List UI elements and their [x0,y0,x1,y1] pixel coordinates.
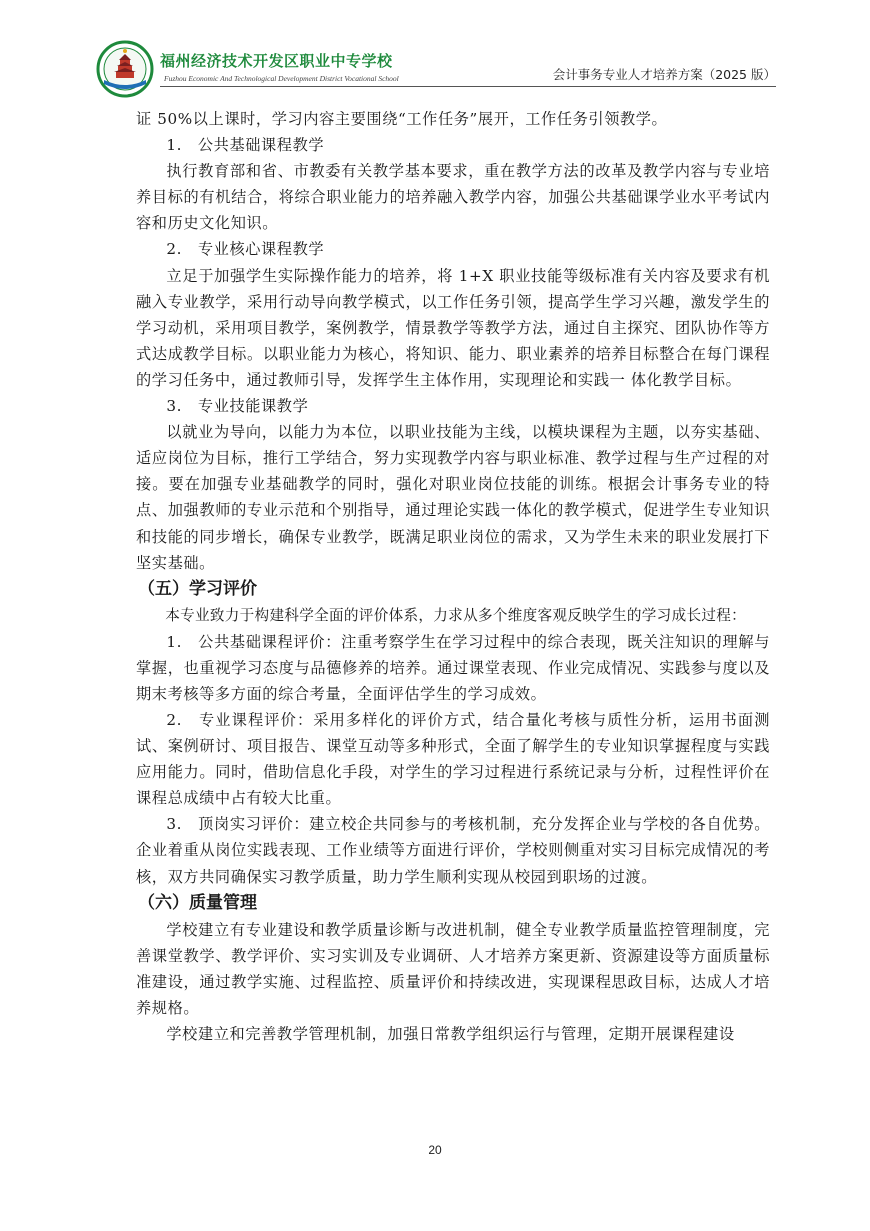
list-item: 1. 公共基础课程评价：注重考察学生在学习过程中的综合表现，既关注知识的理解与掌握，也重视学习态度与品德修养的培养。通过课堂表现、作业完成情况、实践参与度以及期末考核等多方面的综合考量，全面评估学生的学习成效。 [136,632,770,703]
page-header [96,40,776,98]
section-heading: （六）质量管理 [138,892,257,913]
paragraph: 立足于加强学生实际操作能力的培养，将 1+X 职业技能等级标准有关内容及要求有机融入专业教学，采用行动导向教学模式，以工作任务引领，提高学生学习兴趣，激发学生的学习动机，采用项目教学，案例教学，情景教学等教学方法，通过自主探究、团队协作等方式达成教学目标。以职业能力为核心，将知识、能力、职业素养的培养目标整合在每门课程的学习任务中，通过教师引导，发挥学生主体作用，实现理论和实践一 体化教学目标。 [136,266,770,389]
subsection-heading: 3. 专业技能课教学 [166,397,309,416]
page-number: 20 [428,1143,442,1157]
paragraph: 证 50%以上课时，学习内容主要围绕“工作任务”展开，工作任务引领教学。 [136,110,668,128]
section-heading: （五）学习评价 [138,578,257,599]
paragraph: 学校建立和完善教学管理机制，加强日常教学组织运行与管理，定期开展课程建设 [166,1025,735,1043]
paragraph: 本专业致力于构建科学全面的评价体系，力求从多个维度客观反映学生的学习成长过程： [165,606,747,624]
paragraph: 以就业为导向，以能力为本位，以职业技能为主线，以模块课程为主题，以夯实基础、适应岗位为目标，推行工学结合，努力实现教学内容与职业标准、教学过程与生产过程的对接。要在加强专业基础教学的同时，强化对职业岗位技能的训练。根据会计事务专业的特点、加强教师的专业示范和个别指导，通过理论实践一体化的教学模式，促进学生专业知识和技能的同步增长，确保专业教学，既满足职业岗位的需求，又为学生未来的职业发展打下坚实基础。 [136,423,770,572]
school-emblem-icon [96,40,154,98]
school-name: 福州经济技术开发区职业中专学校 [160,52,393,70]
subsection-heading: 2. 专业核心课程教学 [166,240,325,259]
page-body [136,106,770,1047]
list-item: 2. 专业课程评价：采用多样化的评价方式，结合量化考核与质性分析，运用书面测试、案例研讨、项目报告、课堂互动等多种形式，全面了解学生的专业知识掌握程度与实践应用能力。同时，借助信息化手段，对学生的学习过程进行系统记录与分析，过程性评价在课程总成绩中占有较大比重。 [136,710,770,808]
paragraph: 学校建立有专业建设和教学质量诊断与改进机制，健全专业教学质量监控管理制度，完善课堂教学、教学评价、实习实训及专业调研、人才培养方案更新、资源建设等方面质量标准建设，通过教学实施、过程监控、质量评价和持续改进，实现课程思政目标，达成人才培养规格。 [136,920,770,1017]
document-title: 会计事务专业人才培养方案（2025 版） [552,67,776,82]
subsection-heading: 1. 公共基础课程教学 [166,136,325,155]
paragraph: 执行教育部和省、市教委有关教学基本要求，重在教学方法的改革及教学内容与专业培养目标的有机结合，将综合职业能力的培养融入教学内容，加强公共基础课学业水平考试内容和历史文化知识。 [136,162,770,233]
list-item: 3. 顶岗实习评价：建立校企共同参与的考核机制，充分发挥企业与学校的各自优势。企业着重从岗位实践表现、工作业绩等方面进行评价，学校则侧重对实习目标完成情况的考核，双方共同确保实习教学质量，助力学生顺利实现从校园到职场的过渡。 [136,815,770,886]
school-name-english: Fuzhou Economic And Technological Development District Vocational School [164,74,399,83]
header-divider [160,86,776,87]
